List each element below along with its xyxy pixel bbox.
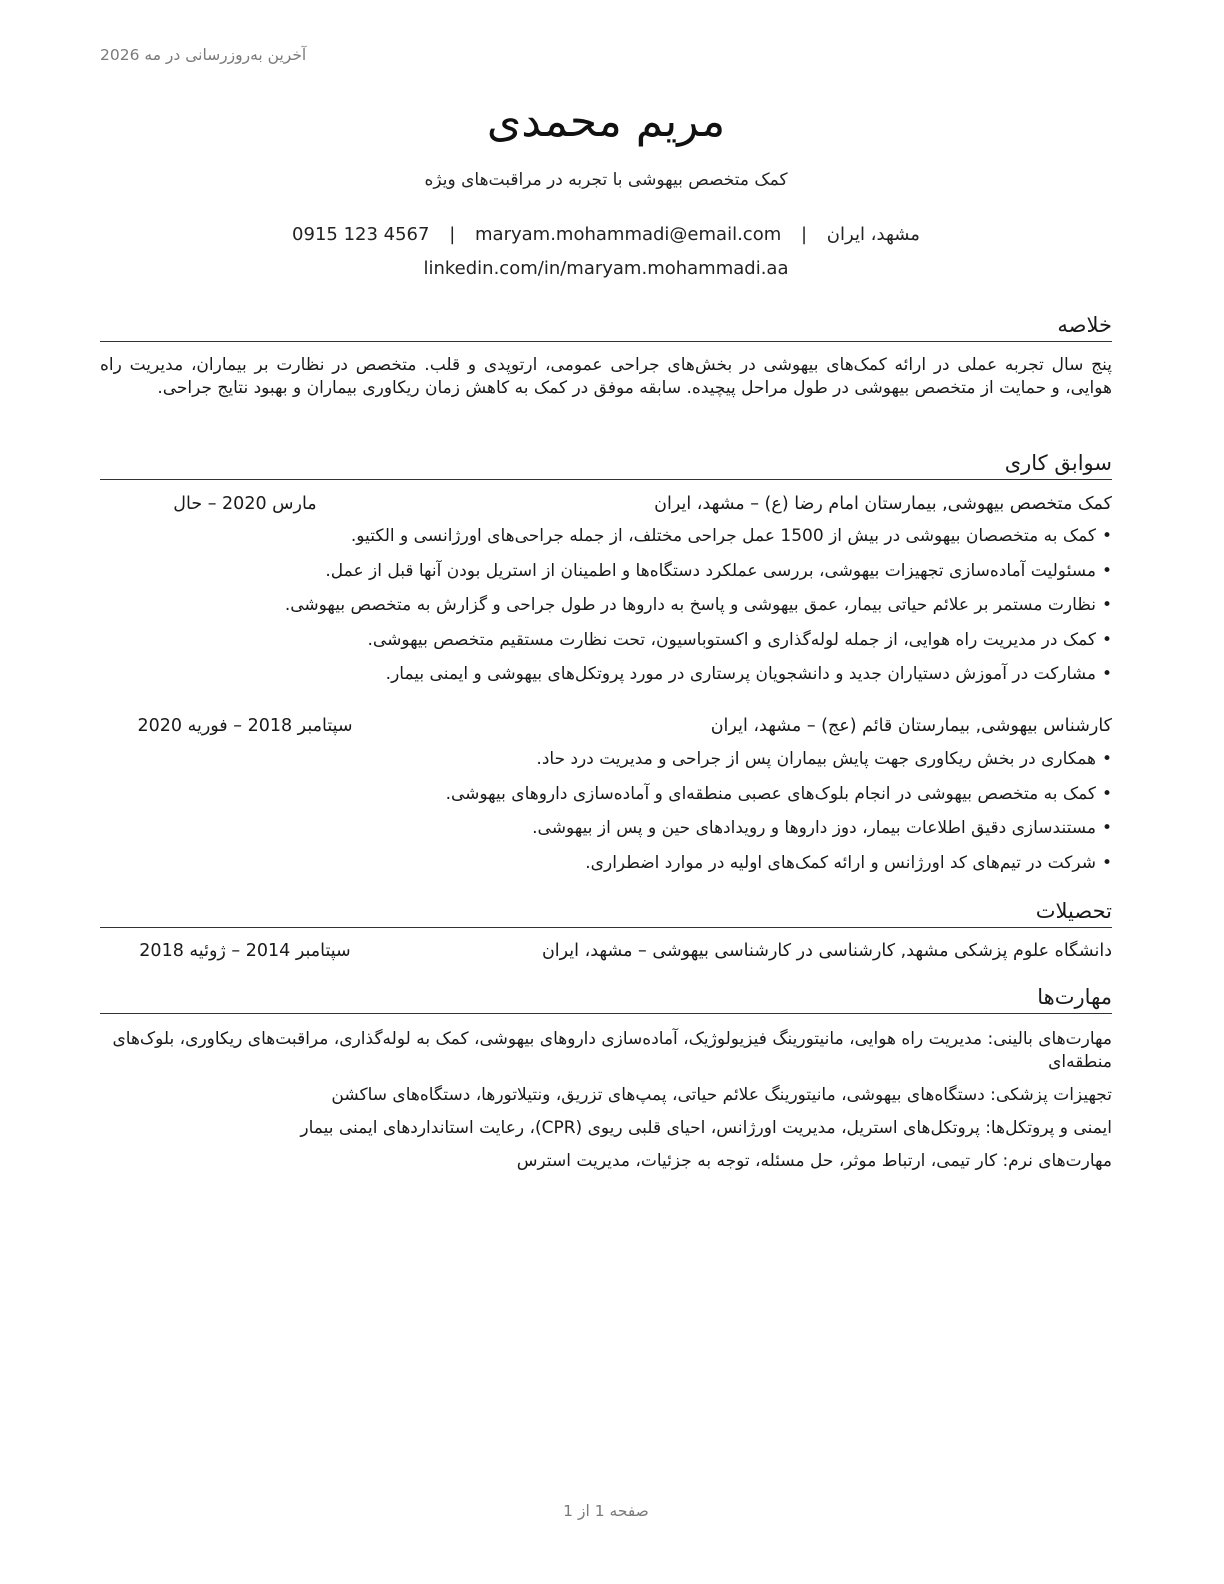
contact-email[interactable]: maryam.mohammadi@email.com	[475, 224, 782, 245]
experience-title-org: کارشناس بیهوشی, بیمارستان قائم (عج) – مشهد، ایران	[710, 716, 1112, 736]
skills-line: مهارت‌های بالینی: مدیریت راه هوایی، مانیتورینگ فیزیولوژیک، آماده‌سازی داروهای بیهوشی، کمک به لوله‌گذاری، مراقبت‌های ریکاوری، بلوک‌های منطقه‌ای	[112, 1029, 1112, 1072]
bullet-marker: •	[1101, 664, 1112, 684]
experience-bullet	[100, 524, 1112, 559]
bullet-marker: •	[1101, 852, 1112, 873]
experience-title-org: کمک متخصص بیهوشی, بیمارستان امام رضا (ع) – مشهد، ایران	[654, 494, 1112, 514]
bullet-text: نظارت مستمر بر علائم حیاتی بیمار، عمق بیهوشی و پاسخ به داروها در طول جراحی و گزارش به متخصص بیهوشی.	[284, 595, 1096, 615]
bullet-marker: •	[1101, 526, 1112, 546]
contact-separator: |	[449, 224, 456, 245]
experience-bullet-list	[100, 524, 1112, 697]
contact-location: مشهد، ایران	[826, 224, 920, 245]
experience-entry-header	[100, 494, 1112, 518]
bullet-marker: •	[1101, 783, 1112, 804]
skills-line: مهارت‌های نرم: کار تیمی، ارتباط موثر، حل مسئله، توجه به جزئیات، مدیریت استرس	[516, 1151, 1112, 1171]
bullet-marker: •	[1101, 595, 1112, 615]
contact-line	[100, 224, 1112, 245]
bullet-text: کمک در مدیریت راه هوایی، از جمله لوله‌گذاری و اکستوباسیون، تحت نظارت مستقیم متخصص بیهوشی.	[367, 629, 1096, 650]
experience-entry-header	[100, 716, 1112, 740]
experience-bullet	[100, 559, 1112, 594]
last-updated-note: آخرین به‌روزرسانی در مه 2026	[100, 46, 307, 64]
section-title-summary: خلاصه	[100, 311, 1112, 342]
summary-text: پنج سال تجربه عملی در ارائه کمک‌های بیهوشی در بخش‌های جراحی عمومی، ارتوپدی و قلب. متخصص در نظارت بر بیماران، مدیریت راه هوایی، و حمایت از متخصص بیهوشی در طول مراحل پیچیده. سابقه موفق در کمک به کاهش زمان ریکاوری بیماران و بهبود نتایج جراحی.	[100, 355, 1112, 398]
bullet-text: شرکت در تیم‌های کد اورژانس و ارائه کمک‌های اولیه در موارد اضطراری.	[585, 852, 1096, 873]
page-number: صفحه 1 از 1	[563, 1502, 649, 1520]
experience-dates: مارس 2020 – حال	[173, 494, 317, 514]
experience-bullet	[100, 816, 1112, 851]
contact-phone[interactable]: 0915 123 4567	[292, 224, 430, 245]
skills-list	[100, 1028, 1112, 1183]
section-title-skills: مهارت‌ها	[100, 983, 1112, 1014]
experience-bullet	[100, 628, 1112, 663]
bullet-marker: •	[1101, 560, 1112, 581]
resume-page	[100, 0, 1112, 1584]
bullet-text: کمک به متخصص بیهوشی در انجام بلوک‌های عصبی منطقه‌ای و آماده‌سازی داروهای بیهوشی.	[445, 783, 1096, 804]
experience-bullet	[100, 662, 1112, 697]
section-title-education: تحصیلات	[100, 897, 1112, 928]
experience-bullet-list	[100, 747, 1112, 885]
experience-bullet	[100, 747, 1112, 782]
education-dates: سپتامبر 2014 – ژوئیه 2018	[139, 941, 351, 961]
candidate-headline: کمک متخصص بیهوشی با تجربه در مراقبت‌های ویژه	[424, 170, 788, 190]
bullet-text: کمک به متخصصان بیهوشی در بیش از 1500 عمل جراحی مختلف، از جمله جراحی‌های اورژانسی و الکتیو.	[350, 526, 1096, 546]
experience-bullet	[100, 593, 1112, 628]
experience-dates: سپتامبر 2018 – فوریه 2020	[137, 716, 353, 736]
bullet-marker: •	[1101, 629, 1112, 650]
bullet-text: مشارکت در آموزش دستیاران جدید و دانشجویان پرستاری در مورد پروتکل‌های بیهوشی و ایمنی بیمار.	[385, 664, 1096, 684]
bullet-text: همکاری در بخش ریکاوری جهت پایش بیماران پس از جراحی و مدیریت درد حاد.	[536, 749, 1096, 769]
experience-bullet	[100, 782, 1112, 817]
bullet-text: مسئولیت آماده‌سازی تجهیزات بیهوشی، بررسی عملکرد دستگاه‌ها و اطمینان از استریل بودن آنها قبل از عمل.	[325, 560, 1096, 581]
skills-line: تجهیزات پزشکی: دستگاه‌های بیهوشی، مانیتورینگ علائم حیاتی، پمپ‌های تزریق، ونتیلاتورها، دستگاه‌های ساکشن	[331, 1085, 1112, 1105]
bullet-text: مستندسازی دقیق اطلاعات بیمار، دوز داروها و رویدادهای حین و پس از بیهوشی.	[532, 818, 1096, 838]
contact-separator: |	[800, 224, 808, 245]
education-title-org: دانشگاه علوم پزشکی مشهد, کارشناسی در کارشناسی بیهوشی – مشهد، ایران	[541, 941, 1112, 961]
bullet-marker: •	[1101, 749, 1112, 769]
section-title-experience: سوابق کاری	[100, 449, 1112, 480]
linkedin-link[interactable]: linkedin.com/in/maryam.mohammadi.aa	[423, 258, 789, 279]
experience-bullet	[100, 851, 1112, 886]
skills-line: ایمنی و پروتکل‌ها: پروتکل‌های استریل، مدیریت اورژانس، احیای قلبی ریوی (CPR)، رعایت استانداردهای ایمنی بیمار	[300, 1118, 1112, 1138]
education-entry	[100, 941, 1112, 965]
candidate-name: مریم محمدی	[486, 96, 726, 147]
bullet-marker: •	[1101, 818, 1112, 838]
